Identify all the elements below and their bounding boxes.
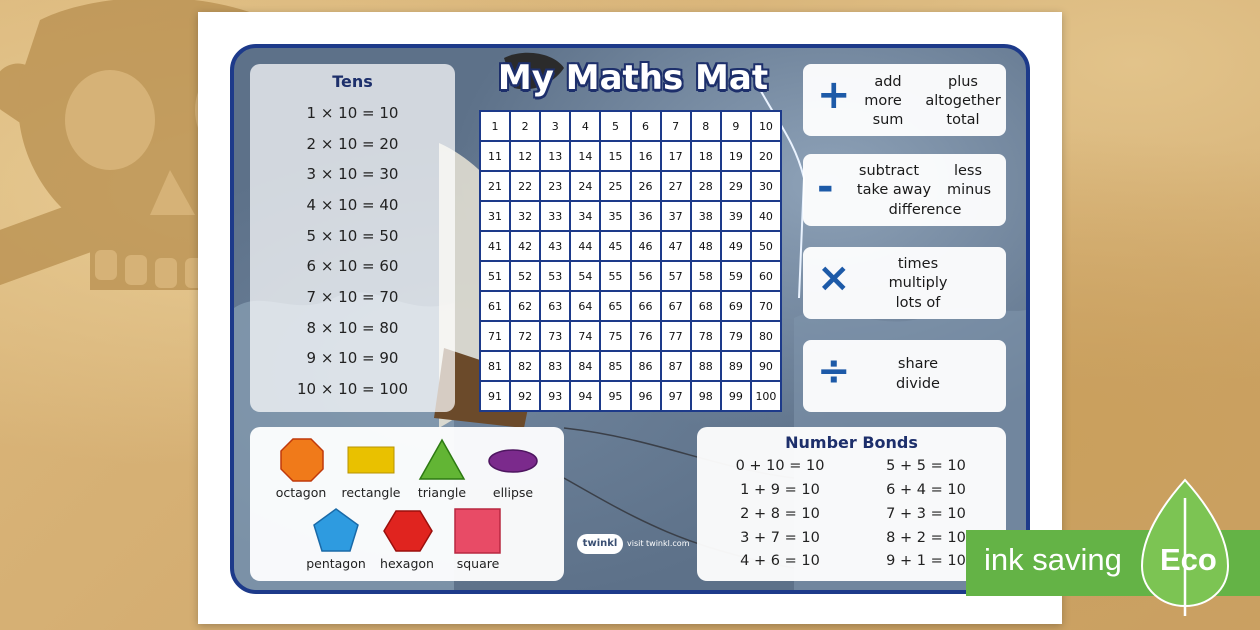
hundred-square-cell: 40	[751, 201, 781, 231]
addition-word: plus	[948, 74, 978, 90]
multiplication-word: lots of	[895, 295, 941, 311]
hundred-square-cell: 2	[510, 111, 540, 141]
hundred-square-cell: 58	[691, 261, 721, 291]
hundred-square-cell: 60	[751, 261, 781, 291]
hundred-square-cell: 86	[631, 351, 661, 381]
hundred-square-cell: 53	[540, 261, 570, 291]
hundred-square-cell: 95	[600, 381, 630, 411]
hundred-square-grid	[479, 110, 782, 412]
plus-icon: +	[817, 72, 851, 118]
hundred-square-cell: 100	[751, 381, 781, 411]
tens-row: 9 × 10 = 90	[306, 349, 399, 367]
hundred-square-cell: 51	[480, 261, 510, 291]
shape-label-rectangle: rectangle	[341, 485, 401, 500]
hundred-square-cell: 24	[570, 171, 600, 201]
hundred-square-cell: 39	[721, 201, 751, 231]
hundred-square-cell: 31	[480, 201, 510, 231]
hundred-square-cell: 12	[510, 141, 540, 171]
tens-row: 10 × 10 = 100	[296, 380, 408, 398]
subtraction-word: subtract	[858, 163, 920, 179]
hundred-square-cell: 42	[510, 231, 540, 261]
hundred-square-cell: 89	[721, 351, 751, 381]
subtraction-word: minus	[946, 182, 992, 198]
hundred-square-cell: 65	[600, 291, 630, 321]
ellipse-shape	[489, 450, 537, 472]
hundred-square-cell: 56	[631, 261, 661, 291]
number-bond: 8 + 2 = 10	[886, 530, 966, 546]
number-bond: 4 + 6 = 10	[740, 553, 820, 569]
multiplication-panel	[803, 247, 1006, 319]
hundred-square-cell: 82	[510, 351, 540, 381]
addition-word: add	[874, 74, 902, 90]
hundred-square-cell: 47	[661, 231, 691, 261]
hundred-square-cell: 32	[510, 201, 540, 231]
hundred-square-cell: 35	[600, 201, 630, 231]
shape-label-triangle: triangle	[417, 485, 467, 500]
hundred-square-cell: 90	[751, 351, 781, 381]
pentagon-shape	[314, 509, 358, 551]
subtraction-word: difference	[888, 202, 962, 218]
twinkl-logo: twinkl	[577, 534, 623, 554]
eco-badge-label: Eco	[1160, 542, 1217, 577]
number-bond: 9 + 1 = 10	[886, 553, 966, 569]
number-bond: 0 + 10 = 10	[735, 458, 825, 474]
hundred-square-cell: 52	[510, 261, 540, 291]
hundred-square-cell: 23	[540, 171, 570, 201]
hundred-square-cell: 69	[721, 291, 751, 321]
number-bond: 6 + 4 = 10	[886, 482, 966, 498]
tens-title: Tens	[332, 72, 373, 91]
number-bond: 5 + 5 = 10	[886, 458, 966, 474]
hundred-square-cell: 5	[600, 111, 630, 141]
hundred-square-cell: 1	[480, 111, 510, 141]
hundred-square-cell: 57	[661, 261, 691, 291]
hundred-square-cell: 99	[721, 381, 751, 411]
hundred-square-cell: 62	[510, 291, 540, 321]
subtraction-word: take away	[856, 182, 932, 198]
hexagon-shape	[384, 511, 432, 551]
shape-label-octagon: octagon	[275, 485, 327, 500]
hundred-square-cell: 59	[721, 261, 751, 291]
hundred-square-cell: 36	[631, 201, 661, 231]
hundred-square-cell: 48	[691, 231, 721, 261]
hundred-square-cell: 91	[480, 381, 510, 411]
hundred-square-cell: 49	[721, 231, 751, 261]
minus-icon: -	[817, 164, 834, 210]
hundred-square-cell: 77	[661, 321, 691, 351]
hundred-square-cell: 28	[691, 171, 721, 201]
hundred-square-cell: 3	[540, 111, 570, 141]
hundred-square-cell: 75	[600, 321, 630, 351]
shapes-panel	[250, 427, 564, 581]
hundred-square-cell: 6	[631, 111, 661, 141]
hundred-square-cell: 14	[570, 141, 600, 171]
shape-label-pentagon: pentagon	[306, 556, 366, 571]
hundred-square-cell: 50	[751, 231, 781, 261]
hundred-square-cell: 25	[600, 171, 630, 201]
hundred-square-cell: 87	[661, 351, 691, 381]
hundred-square-cell: 73	[540, 321, 570, 351]
hundred-square-cell: 71	[480, 321, 510, 351]
divide-icon: ÷	[817, 348, 851, 394]
twinkl-url: visit twinkl.com	[627, 539, 690, 548]
tens-row: 3 × 10 = 30	[306, 165, 399, 183]
tens-panel	[250, 64, 455, 412]
hundred-square-cell: 21	[480, 171, 510, 201]
tens-row: 8 × 10 = 80	[306, 319, 399, 337]
hundred-square-cell: 88	[691, 351, 721, 381]
hundred-square-cell: 38	[691, 201, 721, 231]
tens-row: 7 × 10 = 70	[306, 288, 399, 306]
hundred-square-cell: 85	[600, 351, 630, 381]
shape-label-ellipse: ellipse	[492, 485, 534, 500]
hundred-square-cell: 76	[631, 321, 661, 351]
hundred-square-cell: 84	[570, 351, 600, 381]
hundred-square-cell: 79	[721, 321, 751, 351]
hundred-square-cell: 9	[721, 111, 751, 141]
number-bond: 3 + 7 = 10	[740, 530, 820, 546]
multiplication-word: times	[897, 256, 939, 272]
addition-panel	[803, 64, 1006, 136]
addition-word: sum	[872, 112, 904, 128]
hundred-square-cell: 98	[691, 381, 721, 411]
hundred-square-cell: 43	[540, 231, 570, 261]
addition-word: total	[946, 112, 980, 128]
tens-row: 1 × 10 = 10	[306, 104, 399, 122]
rectangle-shape	[348, 447, 394, 473]
hundred-square-cell: 20	[751, 141, 781, 171]
hundred-square-cell: 17	[661, 141, 691, 171]
hundred-square-cell: 10	[751, 111, 781, 141]
shape-label-hexagon: hexagon	[380, 556, 434, 571]
hundred-square-cell: 72	[510, 321, 540, 351]
hundred-square-cell: 15	[600, 141, 630, 171]
hundred-square-cell: 11	[480, 141, 510, 171]
hundred-square-cell: 8	[691, 111, 721, 141]
hundred-square-cell: 63	[540, 291, 570, 321]
tens-row: 6 × 10 = 60	[306, 257, 399, 275]
tens-row: 5 × 10 = 50	[306, 227, 399, 245]
hundred-square-cell: 67	[661, 291, 691, 321]
hundred-square-cell: 19	[721, 141, 751, 171]
hundred-square-cell: 74	[570, 321, 600, 351]
hundred-square-cell: 30	[751, 171, 781, 201]
subtraction-panel	[803, 154, 1006, 226]
hundred-square-cell: 61	[480, 291, 510, 321]
shape-label-square: square	[456, 556, 500, 571]
page-title: My Maths Mat	[497, 58, 769, 98]
number-bond: 7 + 3 = 10	[886, 506, 966, 522]
hundred-square-cell: 41	[480, 231, 510, 261]
number-bond: 1 + 9 = 10	[740, 482, 820, 498]
times-icon: ×	[817, 255, 851, 301]
hundred-square-cell: 78	[691, 321, 721, 351]
hundred-square-cell: 45	[600, 231, 630, 261]
hundred-square-cell: 70	[751, 291, 781, 321]
hundred-square-cell: 4	[570, 111, 600, 141]
eco-badge-text: ink saving	[984, 542, 1122, 577]
triangle-shape	[420, 440, 464, 479]
hundred-square-cell: 81	[480, 351, 510, 381]
tens-row: 2 × 10 = 20	[306, 135, 399, 153]
addition-word: altogether	[925, 93, 1001, 109]
hundred-square-cell: 13	[540, 141, 570, 171]
hundred-square-cell: 92	[510, 381, 540, 411]
hundred-square-cell: 64	[570, 291, 600, 321]
hundred-square-cell: 27	[661, 171, 691, 201]
hundred-square-cell: 97	[661, 381, 691, 411]
multiplication-word: multiply	[888, 275, 948, 291]
hundred-square-cell: 94	[570, 381, 600, 411]
number-bond: 2 + 8 = 10	[740, 506, 820, 522]
hundred-square-cell: 55	[600, 261, 630, 291]
hundred-square-cell: 34	[570, 201, 600, 231]
tens-row: 4 × 10 = 40	[306, 196, 399, 214]
hundred-square-cell: 29	[721, 171, 751, 201]
subtraction-word: less	[953, 163, 983, 179]
hundred-square-cell: 93	[540, 381, 570, 411]
hundred-square-cell: 83	[540, 351, 570, 381]
hundred-square-cell: 22	[510, 171, 540, 201]
hundred-square-cell: 16	[631, 141, 661, 171]
division-word: share	[897, 356, 939, 372]
hundred-square-cell: 37	[661, 201, 691, 231]
hundred-square-cell: 80	[751, 321, 781, 351]
division-panel	[803, 340, 1006, 412]
square-shape	[455, 509, 500, 553]
number-bonds-title: Number Bonds	[785, 433, 918, 452]
hundred-square-cell: 66	[631, 291, 661, 321]
addition-word: more	[864, 93, 902, 109]
division-word: divide	[896, 376, 940, 392]
number-bonds-panel	[697, 427, 1006, 581]
hundred-square-cell: 54	[570, 261, 600, 291]
hundred-square-cell: 44	[570, 231, 600, 261]
hundred-square-cell: 96	[631, 381, 661, 411]
hundred-square-cell: 68	[691, 291, 721, 321]
octagon-shape	[281, 439, 323, 481]
hundred-square-cell: 46	[631, 231, 661, 261]
hundred-square-cell: 18	[691, 141, 721, 171]
hundred-square-cell: 26	[631, 171, 661, 201]
hundred-square-cell: 7	[661, 111, 691, 141]
hundred-square-cell: 33	[540, 201, 570, 231]
